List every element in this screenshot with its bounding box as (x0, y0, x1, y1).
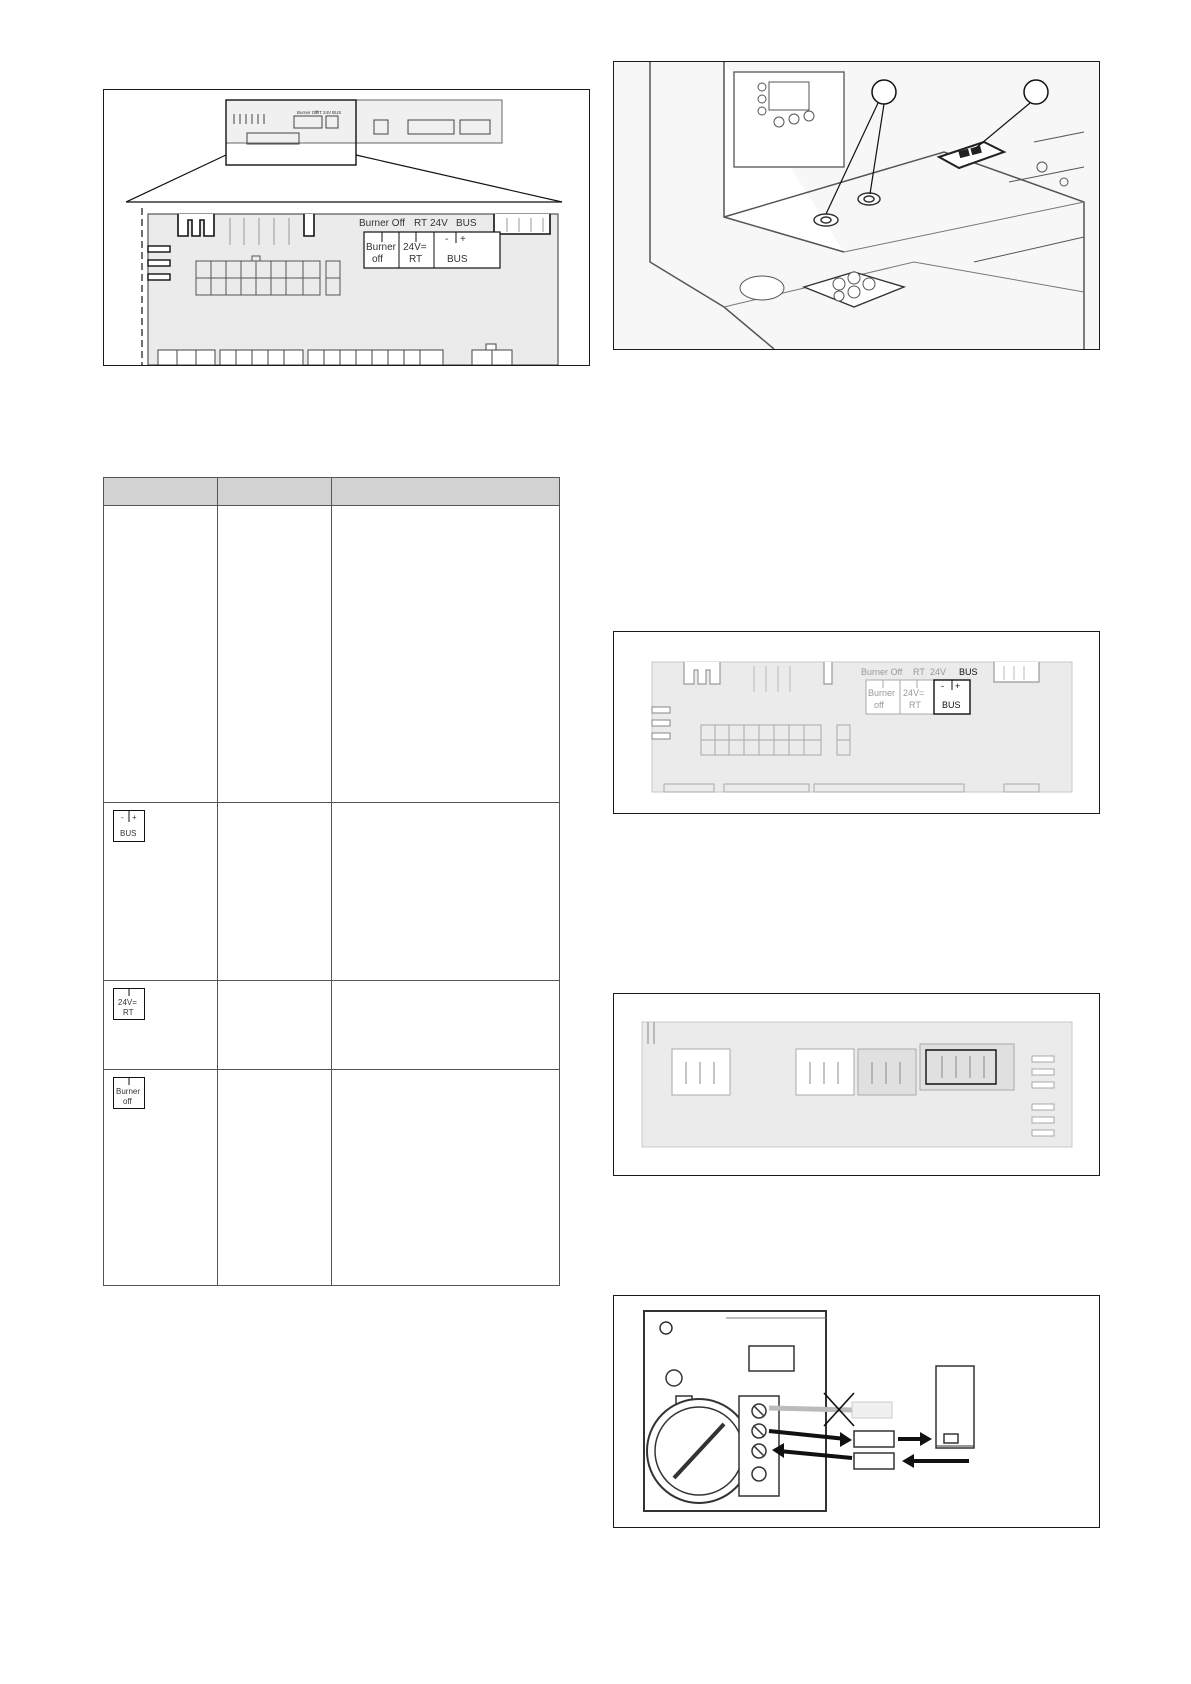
fig3-label-bus: BUS (959, 667, 978, 677)
table-cell (218, 1070, 332, 1286)
small-label-24v: 24V (323, 110, 332, 115)
table-cell (218, 803, 332, 981)
fig3-box-bus-minus: - (941, 681, 944, 691)
table-header-row (104, 478, 560, 506)
svg-text:Burner: Burner (116, 1087, 141, 1096)
table-header-cell (218, 478, 332, 506)
svg-text:24V=: 24V= (118, 998, 137, 1007)
fig3-box-burner-line2: off (874, 700, 884, 710)
small-label-burner-off: Burner Off (297, 110, 318, 115)
box-rt-line1: 24V= (403, 242, 427, 253)
label-rt: RT (414, 218, 428, 229)
fig3-label-rt: RT (913, 667, 925, 677)
box-bus-label: BUS (447, 254, 468, 265)
fig3-box-bus-label: BUS (942, 700, 961, 710)
bus-terminal-figure (613, 631, 1100, 814)
fig3-label-24v: 24V (930, 667, 947, 677)
table-cell (332, 803, 560, 981)
box-burner-line2: off (372, 254, 383, 265)
burner-off-terminal-icon (113, 1077, 145, 1109)
thermostat-wiring-figure (613, 1295, 1100, 1528)
table-cell (104, 1070, 218, 1286)
bus-terminal-icon (113, 810, 145, 842)
fig3-box-rt-line2: RT (909, 700, 921, 710)
table-cell (104, 506, 218, 803)
svg-text:RT: RT (123, 1008, 134, 1017)
table-header-cell (104, 478, 218, 506)
label-24v: 24V (430, 218, 448, 229)
svg-text:-: - (121, 813, 124, 822)
table-header-cell (332, 478, 560, 506)
label-burner-off: Burner Off (359, 218, 405, 229)
box-bus-minus: - (445, 234, 449, 245)
table-cell (332, 506, 560, 803)
board-plug-figure (613, 993, 1100, 1176)
fig3-box-bus-plus: + (955, 681, 961, 691)
table-cell (332, 1070, 560, 1286)
table-cell (104, 803, 218, 981)
box-burner-line1: Burner (366, 242, 397, 253)
table-row (104, 506, 560, 803)
table-cell (218, 981, 332, 1070)
small-label-rt: RT (316, 110, 322, 115)
fig3-box-rt-line1: 24V= (903, 688, 925, 698)
boiler-underside-figure (613, 61, 1100, 350)
fig3-label-burner-off: Burner Off (861, 667, 903, 677)
overview-board-figure (103, 89, 590, 366)
svg-text:+: + (132, 813, 137, 822)
small-label-bus: BUS (332, 110, 342, 115)
box-rt-line2: RT (409, 254, 423, 265)
table-cell (104, 981, 218, 1070)
box-bus-plus: + (460, 234, 466, 245)
table-cell (218, 506, 332, 803)
fig3-box-burner-line1: Burner (868, 688, 896, 698)
terminal-table (103, 477, 560, 1286)
table-row (104, 1070, 560, 1286)
label-bus: BUS (456, 218, 477, 229)
table-row (104, 803, 560, 981)
svg-text:BUS: BUS (120, 829, 137, 838)
24v-rt-terminal-icon (113, 988, 145, 1020)
svg-text:off: off (123, 1097, 132, 1106)
table-row (104, 981, 560, 1070)
table-cell (332, 981, 560, 1070)
